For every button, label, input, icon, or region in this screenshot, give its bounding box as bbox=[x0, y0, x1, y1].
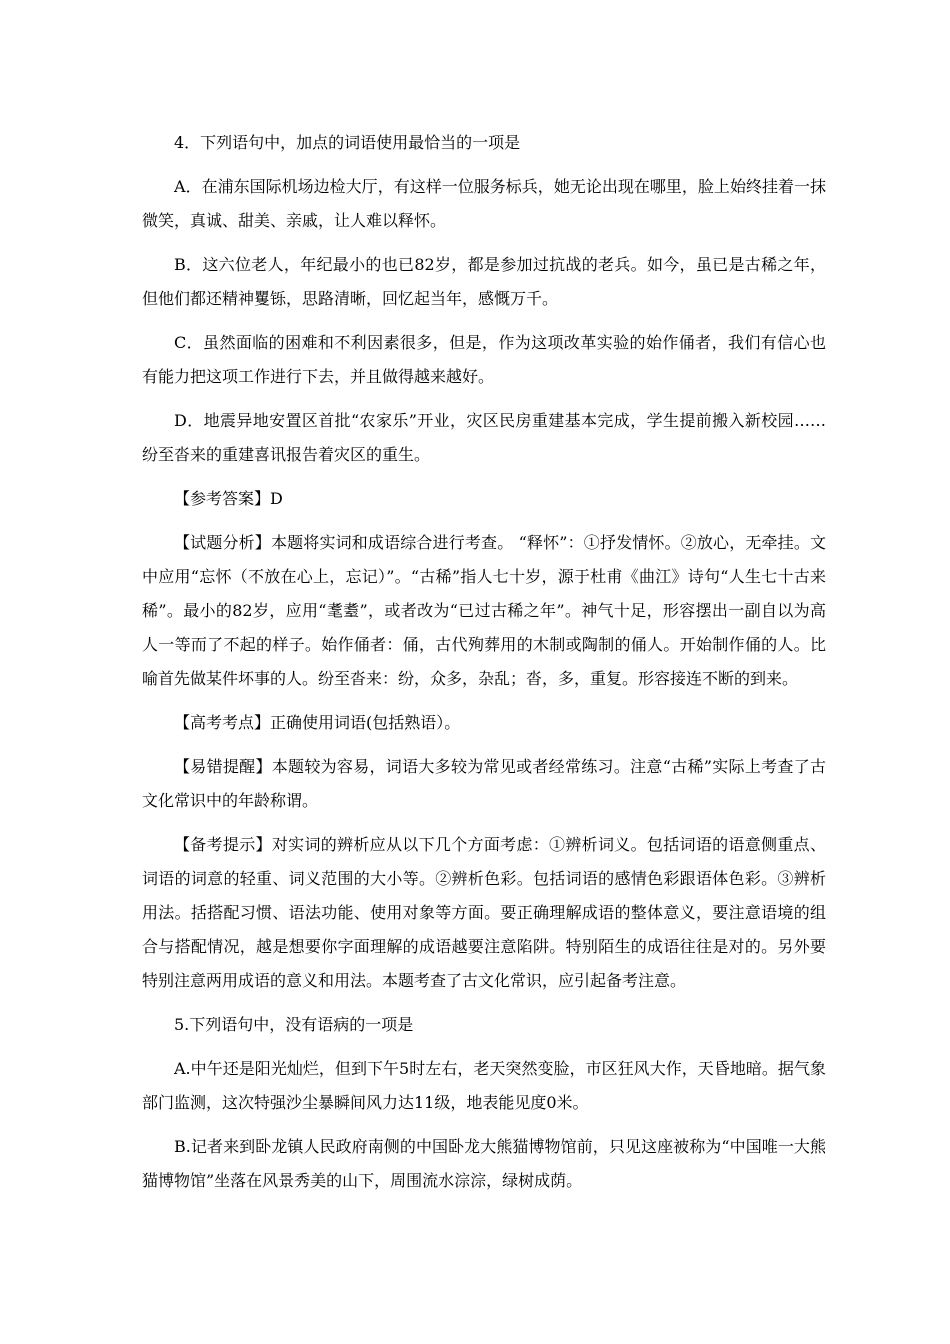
question-4-option-c: C．虽然面临的困难和不利因素很多，但是，作为这项改革实验的始作俑者，我们有信心也有能力把这项工作进行下去，并且做得越来越好。 bbox=[142, 333, 826, 386]
question-4-stem: 4．下列语句中，加点的词语使用最恰当的一项是 bbox=[174, 133, 521, 152]
beikao-label: 【备考提示】 bbox=[174, 835, 272, 854]
analysis-label: 【试题分析】 bbox=[174, 533, 271, 552]
yicuo-label: 【易错提醒】 bbox=[174, 757, 272, 776]
question-4-option-d: D．地震异地安置区首批“农家乐”开业，灾区民房重建基本完成，学生提前搬入新校园……纷至沓来的重建喜讯报告着灾区的重生。 bbox=[142, 411, 826, 464]
yicuo-paragraph bbox=[142, 750, 826, 818]
kaodian-paragraph bbox=[142, 706, 826, 740]
question-5-option-a: A.中午还是阳光灿烂，但到下午5时左右，老天突然变脸，市区狂风大作，天昏地暗。据气象部门监测，这次特强沙尘暴瞬间风力达11级，地表能见度0米。 bbox=[142, 1059, 826, 1112]
kaodian-label: 【高考考点】 bbox=[174, 713, 271, 732]
question-5-stem: 5.下列语句中，没有语病的一项是 bbox=[174, 1015, 414, 1034]
question-4-option-a: A．在浦东国际机场边检大厅，有这样一位服务标兵，她无论出现在哪里，脸上始终挂着一抹微笑，真诚、甜美、亲戚，让人难以释怀。 bbox=[142, 177, 826, 230]
question-5-option-b: B.记者来到卧龙镇人民政府南侧的中国卧龙大熊猫博物馆前，只见这座被称为“中国唯一大熊猫博物馆”坐落在风景秀美的山下，周围流水淙淙，绿树成荫。 bbox=[142, 1137, 826, 1190]
answer-label: 【参考答案】 bbox=[174, 489, 271, 508]
answer-value: D bbox=[270, 489, 283, 508]
analysis-paragraph bbox=[142, 526, 826, 696]
question-4-option-b: B．这六位老人，年纪最小的也已82岁，都是参加过抗战的老兵。如今，虽已是古稀之年，但他们都还精神矍铄，思路清晰，回忆起当年，感慨万千。 bbox=[142, 255, 826, 308]
answer-line bbox=[142, 482, 826, 516]
beikao-text: 对实词的辨析应从以下几个方面考虑：①辨析词义。包括词语的语意侧重点、词语的词意的轻重、词义范围的大小等。②辨析色彩。包括词语的感情色彩跟语体色彩。③辨析用法。括搭配习惯、语法功能、使用对象等方面。要正确理解成语的整体意义，要注意语境的组合与搭配情况，越是想要你字面理解的成语越要注意陷阱。特别陌生的成语往往是对的。另外要特别注意两用成语的意义和用法。本题考查了古文化常识，应引起备考注意。 bbox=[142, 835, 826, 990]
analysis-text: 本题将实词和成语综合进行考查。 “释怀”：①抒发情怀。②放心，无牵挂。文中应用“忘怀（不放在心上，忘记）”。“古稀”指人七十岁，源于杜甫《曲江》诗句“人生七十古来稀”。最小的82岁，应用“耄耋”，或者改为“已过古稀之年”。神气十足，形容摆出一副自以为高人一等而了不起的样子。始作俑者：俑，古代殉葬用的木制或陶制的俑人。开始制作俑的人。比喻首先做某件坏事的人。纷至沓来：纷，众多，杂乱；沓，多，重复。形容接连不断的到来。 bbox=[142, 533, 826, 688]
beikao-paragraph bbox=[142, 828, 826, 998]
kaodian-text: 正确使用词语(包括熟语）。 bbox=[270, 713, 461, 732]
yicuo-text: 本题较为容易，词语大多较为常见或者经常练习。注意“古稀”实际上考查了古文化常识中的年龄称谓。 bbox=[142, 757, 826, 810]
